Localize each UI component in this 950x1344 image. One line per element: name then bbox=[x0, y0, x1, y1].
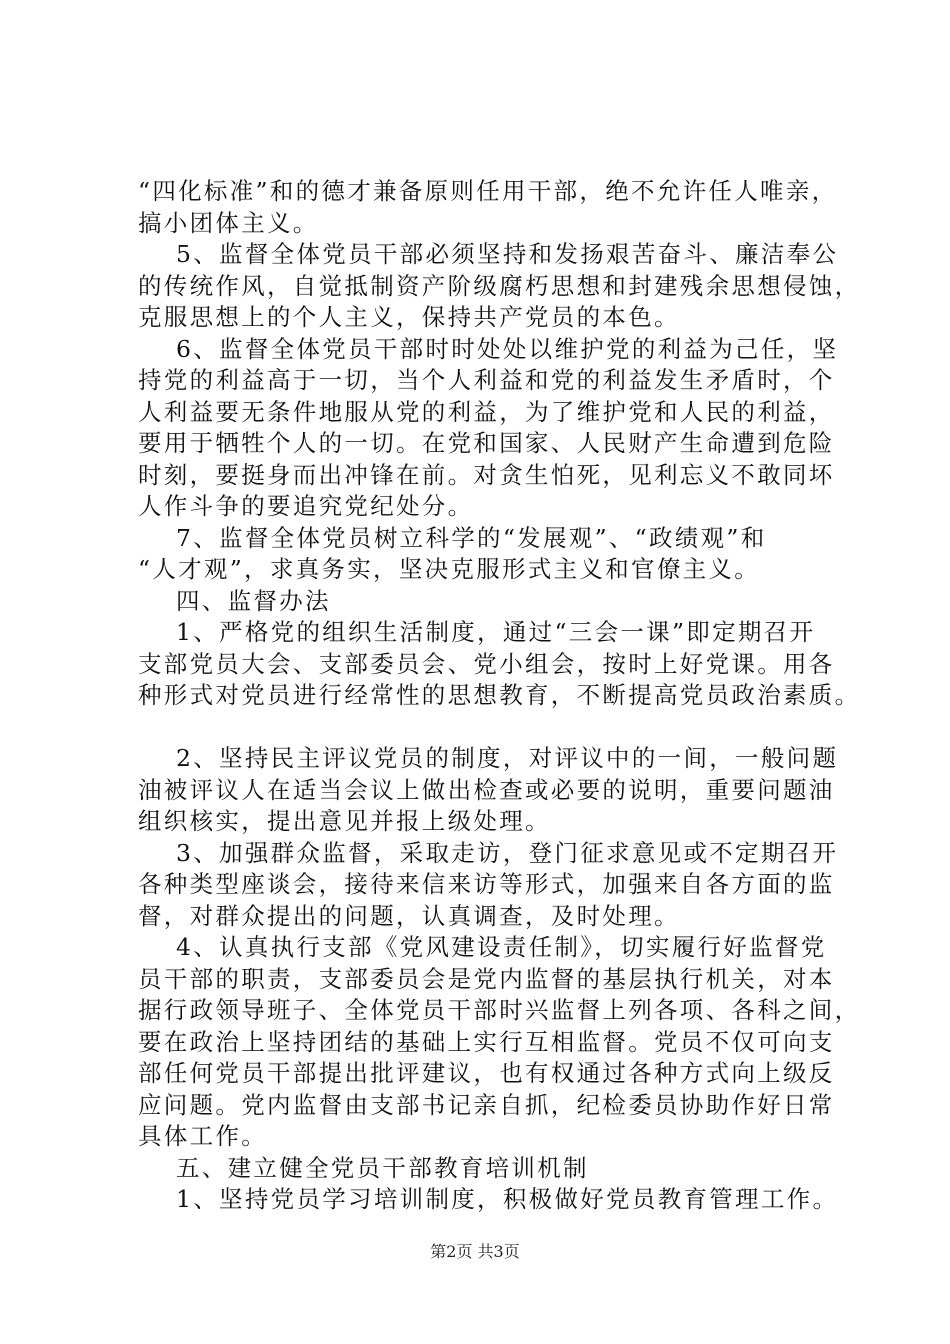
text-line: 据行政领导班子、全体党员干部时兴监督上列各项、各科之间， bbox=[138, 996, 861, 1024]
text-line: 要在政治上坚持团结的基础上实行互相监督。党员不仅可向支 bbox=[138, 1027, 835, 1056]
text-line: 克服思想上的个人主义，保持共产党员的本色。 bbox=[138, 303, 680, 331]
text-line: “人才观”，求真务实，坚决克服形式主义和官僚主义。 bbox=[138, 555, 761, 583]
text-line: 3、加强群众监督，采取走访，登门征求意见或不定期召开 bbox=[176, 838, 839, 867]
text-line: 种形式对党员进行经常性的思想教育，不断提高党员政治素质。 bbox=[138, 681, 861, 709]
text-line: “四化标准”和的德才兼备原则任用干部，绝不允许任人唯亲， bbox=[138, 177, 838, 205]
text-line: 具体工作。 bbox=[138, 1122, 267, 1150]
text-line: 组织核实，提出意见并报上级处理。 bbox=[138, 807, 551, 835]
text-line: 人作斗争的要追究党纪处分。 bbox=[138, 492, 474, 520]
text-line: 四、监督办法 bbox=[176, 586, 331, 615]
text-line: 部任何党员干部提出批评建议，也有权通过各种方式向上级反 bbox=[138, 1059, 835, 1087]
text-line: 7、监督全体党员树立科学的“发展观”、“政绩观”和 bbox=[176, 523, 767, 552]
text-line: 6、监督全体党员干部时时处处以维护党的利益为己任，坚 bbox=[176, 334, 839, 363]
text-line: 应问题。党内监督由支部书记亲自抓，纪检委员协助作好日常 bbox=[138, 1090, 835, 1119]
text-line: 要用于牺牲个人的一切。在党和国家、人民财产生命遭到危险 bbox=[138, 429, 835, 457]
text-line: 2、坚持民主评议党员的制度，对评议中的一间，一般问题 bbox=[176, 744, 839, 772]
text-line: 支部党员大会、支部委员会、党小组会，按时上好党课。用各 bbox=[138, 649, 835, 678]
text-line: 1、坚持党员学习培训制度，积极做好党员教育管理工作。 bbox=[176, 1185, 839, 1213]
text-line: 5、监督全体党员干部必须坚持和发扬艰苦奋斗、廉洁奉公 bbox=[176, 240, 839, 268]
text-line: 时刻，要挺身而出冲锋在前。对贪生怕死，见利忘义不敢同坏 bbox=[138, 460, 835, 489]
text-line: 五、建立健全党员干部教育培训机制 bbox=[176, 1153, 589, 1182]
text-line: 持党的利益高于一切，当个人利益和党的利益发生矛盾时，个 bbox=[138, 366, 835, 394]
text-line: 员干部的职责，支部委员会是党内监督的基层执行机关，对本 bbox=[138, 964, 835, 993]
text-line: 的传统作风，自觉抵制资产阶级腐朽思想和封建残余思想侵蚀， bbox=[138, 271, 861, 300]
text-line: 4、认真执行支部《党风建设责任制》，切实履行好监督党 bbox=[176, 933, 827, 961]
text-line: 搞小团体主义。 bbox=[138, 208, 319, 237]
text-line: 油被评议人在适当会议上做出检查或必要的说明，重要问题油 bbox=[138, 775, 835, 804]
text-line: 督，对群众提出的问题，认真调查，及时处理。 bbox=[138, 901, 680, 930]
document-body bbox=[138, 176, 861, 1216]
text-line: 1、严格党的组织生活制度，通过“三会一课”即定期召开 bbox=[176, 618, 816, 646]
text-line: 人利益要无条件地服从党的利益，为了维护党和人民的利益， bbox=[138, 397, 835, 426]
page-footer: 第2页 共3页 bbox=[430, 1242, 520, 1261]
blank-line bbox=[138, 712, 838, 744]
text-line: 各种类型座谈会，接待来信来访等形式，加强来自各方面的监 bbox=[138, 870, 835, 898]
